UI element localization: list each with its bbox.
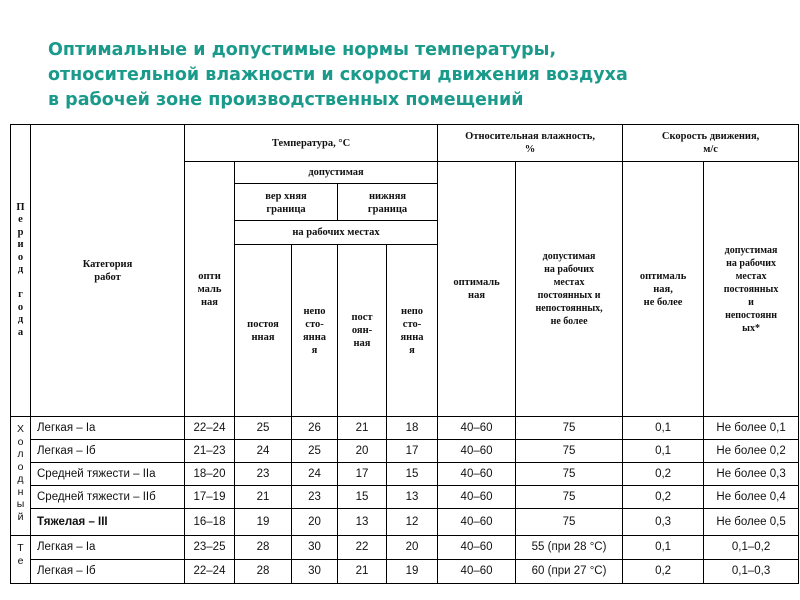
cell-lo-np: 19	[387, 560, 438, 584]
speed-optimal-header: оптималь ная, не более	[623, 162, 704, 417]
cell-h-opt: 40–60	[438, 463, 516, 486]
cell-h-opt: 40–60	[438, 509, 516, 536]
cell-h-opt: 40–60	[438, 440, 516, 463]
temp-permissible-header: допустимая	[235, 162, 438, 184]
cell-t-opt: 22–24	[185, 417, 235, 440]
cell-up-np: 30	[292, 536, 338, 560]
cell-s-opt: 0,2	[623, 463, 704, 486]
upper-nonpermanent-header: непо сто- янна я	[292, 245, 338, 417]
cell-lo-p: 21	[338, 560, 387, 584]
cell-lo-p: 21	[338, 417, 387, 440]
cell-up-p: 21	[235, 486, 292, 509]
cell-t-opt: 23–25	[185, 536, 235, 560]
cell-s-perm: Не более 0,2	[704, 440, 799, 463]
cell-h-perm: 75	[516, 417, 623, 440]
cell-h-perm: 55 (при 28 °С)	[516, 536, 623, 560]
table-row	[11, 536, 799, 560]
norms-table	[10, 124, 799, 584]
category-header: Категория работ	[31, 125, 185, 417]
cell-s-opt: 0,1	[623, 440, 704, 463]
cell-up-p: 25	[235, 417, 292, 440]
cell-up-np: 24	[292, 463, 338, 486]
lower-bound-header: нижняя граница	[338, 184, 438, 221]
cell-h-perm: 75	[516, 463, 623, 486]
table-row	[11, 417, 799, 440]
cell-up-p: 28	[235, 536, 292, 560]
cell-up-np: 25	[292, 440, 338, 463]
cell-lo-np: 20	[387, 536, 438, 560]
lower-permanent-header: пост оян- ная	[338, 245, 387, 417]
cell-lo-p: 15	[338, 486, 387, 509]
cell-s-perm: 0,1–0,3	[704, 560, 799, 584]
table-row	[11, 509, 799, 536]
humidity-header: Относительная влажность, %	[438, 125, 623, 162]
cell-lo-p: 17	[338, 463, 387, 486]
category-cell: Легкая – Iа	[31, 536, 185, 560]
humidity-optimal-header: оптималь ная	[438, 162, 516, 417]
cell-s-perm: Не более 0,5	[704, 509, 799, 536]
cell-up-np: 30	[292, 560, 338, 584]
cell-s-perm: 0,1–0,2	[704, 536, 799, 560]
cell-lo-p: 13	[338, 509, 387, 536]
cell-lo-np: 15	[387, 463, 438, 486]
cell-h-opt: 40–60	[438, 560, 516, 584]
category-cell: Тяжелая – III	[31, 509, 185, 536]
speed-header: Скорость движения, м/с	[623, 125, 799, 162]
category-cell: Легкая – Iа	[31, 417, 185, 440]
cell-t-opt: 21–23	[185, 440, 235, 463]
humidity-permissible-header: допустимая на рабочих местах постоянных и непостоянных, не более	[516, 162, 623, 417]
cell-s-perm: Не более 0,1	[704, 417, 799, 440]
cell-h-perm: 75	[516, 440, 623, 463]
upper-permanent-header: постоя нная	[235, 245, 292, 417]
cell-up-p: 19	[235, 509, 292, 536]
cell-up-p: 28	[235, 560, 292, 584]
category-cell: Легкая – Iб	[31, 440, 185, 463]
cell-t-opt: 16–18	[185, 509, 235, 536]
period-cell: Т е	[11, 536, 31, 584]
cell-lo-np: 12	[387, 509, 438, 536]
cell-h-opt: 40–60	[438, 486, 516, 509]
upper-bound-header: вер хняя граница	[235, 184, 338, 221]
cell-s-perm: Не более 0,4	[704, 486, 799, 509]
cell-up-p: 24	[235, 440, 292, 463]
cell-t-opt: 18–20	[185, 463, 235, 486]
cell-h-perm: 60 (при 27 °С)	[516, 560, 623, 584]
cell-lo-np: 17	[387, 440, 438, 463]
category-cell: Средней тяжести – IIб	[31, 486, 185, 509]
temperature-header: Температура, °С	[185, 125, 438, 162]
period-header: П е р и о д г о д а	[11, 125, 31, 417]
cell-h-opt: 40–60	[438, 417, 516, 440]
cell-up-np: 20	[292, 509, 338, 536]
lower-nonpermanent-header: непо сто- янна я	[387, 245, 438, 417]
table-row	[11, 560, 799, 584]
slide-title	[48, 38, 788, 113]
cell-s-perm: Не более 0,3	[704, 463, 799, 486]
table-row	[11, 463, 799, 486]
cell-s-opt: 0,1	[623, 417, 704, 440]
cell-s-opt: 0,2	[623, 560, 704, 584]
category-cell: Средней тяжести – IIа	[31, 463, 185, 486]
cell-lo-p: 20	[338, 440, 387, 463]
temp-optimal-header: опти маль ная	[185, 162, 235, 417]
cell-s-opt: 0,3	[623, 509, 704, 536]
cell-t-opt: 22–24	[185, 560, 235, 584]
cell-up-np: 26	[292, 417, 338, 440]
speed-permissible-header: допустимая на рабочих местах постоянных и непостоянн ых*	[704, 162, 799, 417]
cell-h-perm: 75	[516, 486, 623, 509]
cell-h-opt: 40–60	[438, 536, 516, 560]
cell-lo-np: 13	[387, 486, 438, 509]
cell-t-opt: 17–19	[185, 486, 235, 509]
cell-lo-p: 22	[338, 536, 387, 560]
title-line: относительной влажности и скорости движения воздуха	[48, 65, 628, 85]
cell-up-np: 23	[292, 486, 338, 509]
cell-s-opt: 0,2	[623, 486, 704, 509]
category-cell: Легкая – Iб	[31, 560, 185, 584]
cell-up-p: 23	[235, 463, 292, 486]
table-row	[11, 486, 799, 509]
workplaces-header: на рабочих местах	[235, 221, 438, 245]
title-line: Оптимальные и допустимые нормы температуры,	[48, 40, 557, 60]
cell-h-perm: 75	[516, 509, 623, 536]
period-cell: Х о л о д н ы й	[11, 417, 31, 536]
title-line: в рабочей зоне производственных помещений	[48, 90, 524, 110]
cell-lo-np: 18	[387, 417, 438, 440]
cell-s-opt: 0,1	[623, 536, 704, 560]
table-row	[11, 440, 799, 463]
